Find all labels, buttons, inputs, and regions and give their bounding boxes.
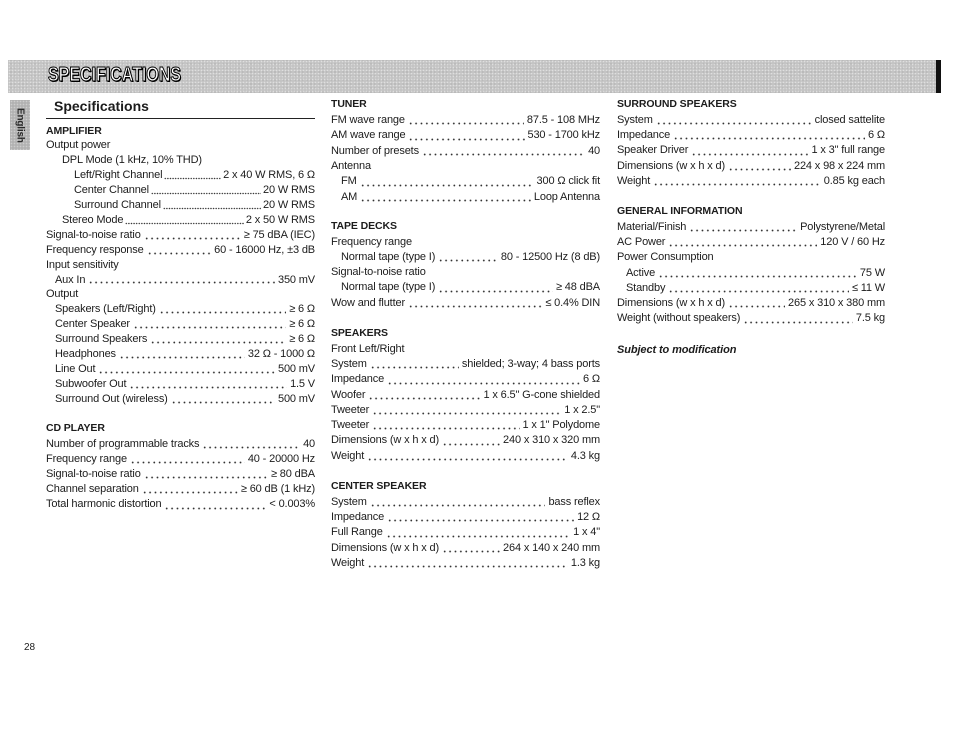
dot-leader	[408, 128, 524, 143]
spec-label: Signal-to-noise ratio	[331, 266, 426, 279]
spec-value: ≤ 0.4% DIN	[545, 296, 600, 309]
dot-leader	[360, 174, 534, 189]
dot-leader	[125, 213, 244, 228]
spec-row	[331, 495, 600, 510]
spec-value: bass reflex	[548, 495, 600, 508]
spec-value: ≥ 6 Ω	[289, 318, 315, 331]
spec-label: Full Range	[331, 526, 383, 539]
dot-leader	[360, 190, 531, 205]
spec-row	[331, 190, 600, 205]
spec-row	[331, 113, 600, 128]
spec-value: 265 x 310 x 380 mm	[788, 297, 885, 310]
spec-value: 32 Ω - 1000 Ω	[247, 348, 315, 361]
spec-value: 2 x 50 W RMS	[245, 213, 315, 226]
dot-leader	[142, 482, 238, 497]
section-speakers	[331, 326, 600, 464]
section-tuner	[331, 97, 600, 205]
spec-row	[46, 228, 315, 243]
spec-row	[617, 174, 885, 189]
spec-row	[46, 183, 315, 198]
spec-value: 20 W RMS	[263, 184, 315, 197]
spec-label: Stereo Mode	[62, 213, 124, 226]
spec-label: Weight	[331, 556, 365, 569]
spec-label: Antenna	[331, 159, 371, 172]
dot-leader	[164, 497, 266, 512]
spec-value: 2 x 40 W RMS, 6 Ω	[223, 169, 315, 182]
dot-leader	[386, 525, 570, 540]
spec-value: 6 Ω	[868, 128, 885, 141]
band-title: SPECIFICATIONS	[48, 64, 182, 86]
spec-label: Dimensions (w x h x d)	[331, 541, 439, 554]
spec-label: Channel separation	[46, 483, 139, 496]
spec-row	[331, 128, 600, 143]
spec-label: Weight	[331, 449, 365, 462]
section-heading: SPEAKERS	[331, 327, 388, 340]
spec-value: 0.85 kg each	[823, 174, 885, 187]
spec-row	[331, 174, 600, 189]
spec-value: 120 V / 60 Hz	[820, 235, 885, 248]
spec-label: Input sensitivity	[46, 258, 119, 271]
dot-leader	[147, 243, 212, 258]
dot-leader	[151, 183, 261, 198]
spec-row	[46, 213, 315, 228]
spec-value: 300 Ω click fit	[536, 175, 600, 188]
dot-leader	[658, 266, 857, 281]
spec-label: System	[617, 113, 653, 126]
spec-row	[46, 198, 315, 213]
dot-leader	[387, 510, 574, 525]
spec-value: 6 Ω	[583, 373, 600, 386]
section-heading: SURROUND SPEAKERS	[617, 98, 737, 111]
spec-value: ≥ 60 dB (1 kHz)	[240, 483, 315, 496]
spec-row	[331, 372, 600, 387]
spec-value: ≥ 48 dBA	[556, 281, 600, 294]
spec-label: Signal-to-noise ratio	[46, 468, 141, 480]
dot-leader	[656, 113, 812, 128]
spec-label: AM	[341, 190, 358, 203]
spec-row	[46, 258, 315, 273]
spec-row	[331, 235, 600, 250]
dot-leader	[408, 113, 524, 128]
spec-row	[46, 287, 315, 302]
dot-leader	[653, 174, 821, 189]
spec-row	[331, 525, 600, 540]
dot-leader	[442, 541, 500, 556]
spec-label: Front Left/Right	[331, 342, 405, 355]
spec-value: 1 x 2.5"	[564, 403, 600, 416]
spec-row	[331, 541, 600, 556]
spec-value: 224 x 98 x 224 mm	[794, 159, 885, 172]
spec-row	[617, 143, 885, 158]
spec-row	[617, 159, 885, 174]
spec-value: 40	[303, 437, 315, 450]
spec-label: Frequency range	[331, 235, 412, 248]
section-heading: CENTER SPEAKER	[331, 480, 427, 493]
spec-label: Center Speaker	[55, 318, 130, 331]
spec-label: Surround Out (wireless)	[55, 392, 168, 405]
spec-label: Headphones	[55, 348, 116, 361]
spec-label: Wow and flutter	[331, 296, 405, 309]
dot-leader	[728, 159, 791, 174]
modification-note: Subject to modification	[617, 344, 737, 356]
spec-row	[617, 113, 885, 128]
dot-leader	[119, 347, 245, 362]
spec-row	[331, 418, 600, 433]
spec-row	[46, 452, 315, 467]
title-underline	[46, 118, 315, 119]
section-heading: GENERAL INFORMATION	[617, 205, 743, 218]
dot-leader	[129, 377, 287, 392]
dot-leader	[370, 357, 459, 372]
spec-row	[331, 388, 600, 403]
dot-leader	[372, 403, 561, 418]
spec-row	[46, 497, 315, 512]
spec-label: Active	[626, 266, 656, 279]
dot-leader	[159, 302, 286, 317]
spec-label: Weight (without speakers)	[617, 312, 741, 325]
spec-row	[617, 128, 885, 143]
spec-value: 1 x 4"	[573, 526, 600, 539]
spec-label: Speaker Driver	[617, 144, 689, 157]
dot-leader	[164, 168, 221, 183]
spec-value: Loop Antenna	[533, 190, 600, 203]
dot-leader	[163, 198, 261, 213]
spec-label: Impedance	[617, 128, 671, 141]
spec-row	[331, 449, 600, 464]
spec-row	[617, 311, 885, 326]
spec-label: Number of programmable tracks	[46, 437, 200, 450]
spec-label: Standby	[626, 281, 666, 294]
spec-row	[46, 347, 315, 362]
language-tab-label: English	[14, 107, 26, 143]
spec-label: Woofer	[331, 388, 366, 401]
spec-label: Impedance	[331, 510, 385, 523]
spec-label: System	[331, 495, 367, 508]
spec-label: Normal tape (type I)	[341, 281, 436, 294]
spec-label: Dimensions (w x h x d)	[331, 434, 439, 447]
spec-label: Dimensions (w x h x d)	[617, 297, 725, 310]
dot-leader	[387, 372, 580, 387]
section-heading: AMPLIFIER	[46, 124, 102, 137]
spec-row	[331, 510, 600, 525]
spec-row	[331, 357, 600, 372]
dot-leader	[442, 433, 500, 448]
spec-value: 20 W RMS	[263, 199, 315, 212]
section-cd-player	[46, 421, 315, 512]
spec-label: Impedance	[331, 373, 385, 386]
spec-label: Power Consumption	[617, 251, 714, 264]
spec-value: ≥ 80 dBA	[271, 468, 315, 480]
spec-label: System	[331, 357, 367, 370]
header-band	[8, 60, 941, 93]
section-amplifier	[46, 124, 315, 407]
spec-value: 12 Ω	[577, 510, 600, 523]
page-title: Specifications	[54, 98, 149, 114]
spec-row	[46, 332, 315, 347]
spec-row	[331, 556, 600, 571]
spec-row	[46, 317, 315, 332]
spec-row	[46, 273, 315, 288]
spec-label: Left/Right Channel	[74, 169, 163, 182]
spec-value: 7.5 kg	[855, 312, 885, 325]
spec-value: ≤ 11 W	[851, 281, 885, 294]
spec-row	[46, 377, 315, 392]
spec-label: Weight	[617, 174, 651, 187]
spec-value: 240 x 310 x 320 mm	[503, 434, 600, 447]
spec-row	[46, 362, 315, 377]
spec-label: Output power	[46, 139, 111, 152]
dot-leader	[133, 317, 286, 332]
spec-value: 1 x 3" full range	[811, 144, 885, 157]
dot-leader	[98, 362, 275, 377]
dot-leader	[438, 250, 498, 265]
spec-row	[617, 296, 885, 311]
spec-value: ≥ 6 Ω	[289, 333, 315, 346]
dot-leader	[668, 235, 817, 250]
spec-label: Subwoofer Out	[55, 377, 127, 390]
spec-label: AC Power	[617, 235, 666, 248]
dot-leader	[367, 556, 568, 571]
dot-leader	[668, 281, 849, 296]
dot-leader	[144, 467, 268, 482]
spec-label: Line Out	[55, 363, 96, 375]
spec-value: 500 mV	[277, 363, 315, 375]
spec-label: DPL Mode (1 kHz, 10% THD)	[62, 154, 202, 167]
spec-label: Frequency response	[46, 243, 144, 256]
spec-value: 1.3 kg	[570, 556, 600, 569]
dot-leader	[438, 280, 553, 295]
spec-row	[331, 265, 600, 280]
spec-label: Aux In	[55, 273, 86, 286]
spec-row	[46, 153, 315, 168]
spec-value: 530 - 1700 kHz	[527, 129, 600, 142]
spec-label: Number of presets	[331, 144, 419, 157]
spec-label: Surround Speakers	[55, 333, 148, 346]
spec-row	[331, 342, 600, 357]
spec-value: 264 x 140 x 240 mm	[503, 541, 600, 554]
spec-row	[46, 467, 315, 482]
spec-row	[331, 433, 600, 448]
spec-label: Tweeter	[331, 419, 370, 432]
spec-value: closed sattelite	[814, 113, 885, 126]
section-heading: TUNER	[331, 98, 367, 111]
spec-row	[46, 302, 315, 317]
spec-value: 40 - 20000 Hz	[247, 452, 315, 465]
spec-row	[331, 144, 600, 159]
dot-leader	[689, 220, 797, 235]
spec-label: AM wave range	[331, 129, 406, 142]
dot-leader	[150, 332, 286, 347]
section-heading: CD PLAYER	[46, 422, 105, 435]
section-surround-speakers	[617, 97, 885, 189]
spec-label: Frequency range	[46, 452, 127, 465]
spec-row	[617, 281, 885, 296]
section-tape-decks	[331, 219, 600, 311]
spec-label: Surround Channel	[74, 199, 161, 212]
spec-row	[331, 159, 600, 174]
spec-label: Signal-to-noise ratio	[46, 228, 141, 241]
spec-row	[331, 250, 600, 265]
dot-leader	[728, 296, 785, 311]
spec-row	[46, 168, 315, 183]
dot-leader	[691, 143, 808, 158]
dot-leader	[130, 452, 245, 467]
spec-value: 40	[588, 144, 600, 157]
language-tab	[10, 100, 30, 150]
spec-value: ≥ 75 dBA (IEC)	[243, 228, 315, 241]
spec-label: FM	[341, 175, 357, 188]
spec-row	[331, 403, 600, 418]
spec-row	[46, 482, 315, 497]
dot-leader	[408, 296, 542, 311]
spec-label: Speakers (Left/Right)	[55, 303, 156, 316]
spec-value: 75 W	[859, 266, 885, 279]
spec-value: 4.3 kg	[570, 449, 600, 462]
spec-row	[617, 220, 885, 235]
dot-leader	[202, 437, 300, 452]
spec-value: 60 - 16000 Hz, ±3 dB	[214, 243, 315, 256]
spec-label: Center Channel	[74, 184, 149, 197]
page-number: 28	[24, 642, 36, 653]
spec-row	[46, 138, 315, 153]
dot-leader	[422, 144, 585, 159]
spec-value: Polystyrene/Metal	[800, 220, 885, 233]
spec-row	[46, 437, 315, 452]
dot-leader	[367, 449, 568, 464]
spec-value: 80 - 12500 Hz (8 dB)	[500, 250, 600, 263]
spec-row	[617, 266, 885, 281]
spec-value: 1 x 1" Polydome	[522, 419, 600, 432]
spec-row	[46, 243, 315, 258]
dot-leader	[368, 388, 480, 403]
spec-label: Material/Finish	[617, 220, 687, 233]
spec-label: Output	[46, 288, 79, 301]
spec-row	[617, 235, 885, 250]
spec-value: 500 mV	[277, 392, 315, 405]
dot-leader	[743, 311, 853, 326]
spec-label: Normal tape (type I)	[341, 250, 436, 263]
band-edge-bar	[936, 60, 941, 93]
spec-value: 1 x 6.5" G-cone shielded	[483, 388, 600, 401]
spec-label: FM wave range	[331, 113, 405, 126]
dot-leader	[144, 228, 241, 243]
spec-row	[617, 250, 885, 265]
spec-value: shielded; 3-way; 4 bass ports	[461, 357, 600, 370]
dot-leader	[372, 418, 519, 433]
dot-leader	[88, 273, 275, 288]
spec-row	[46, 392, 315, 407]
spec-value: 1.5 V	[290, 377, 315, 390]
spec-label: Total harmonic distortion	[46, 498, 162, 511]
spec-label: Dimensions (w x h x d)	[617, 159, 725, 172]
spec-value: 350 mV	[277, 273, 315, 286]
spec-value: ≥ 6 Ω	[289, 303, 315, 316]
section-center-speaker	[331, 479, 600, 571]
dot-leader	[673, 128, 865, 143]
dot-leader	[171, 392, 275, 407]
spec-value: 87.5 - 108 MHz	[526, 113, 600, 126]
spec-row	[331, 280, 600, 295]
spec-value: < 0.003%	[269, 498, 315, 511]
section-general-information	[617, 204, 885, 326]
spec-label: Tweeter	[331, 403, 370, 416]
dot-leader	[370, 495, 546, 510]
section-heading: TAPE DECKS	[331, 220, 397, 233]
spec-row	[331, 296, 600, 311]
